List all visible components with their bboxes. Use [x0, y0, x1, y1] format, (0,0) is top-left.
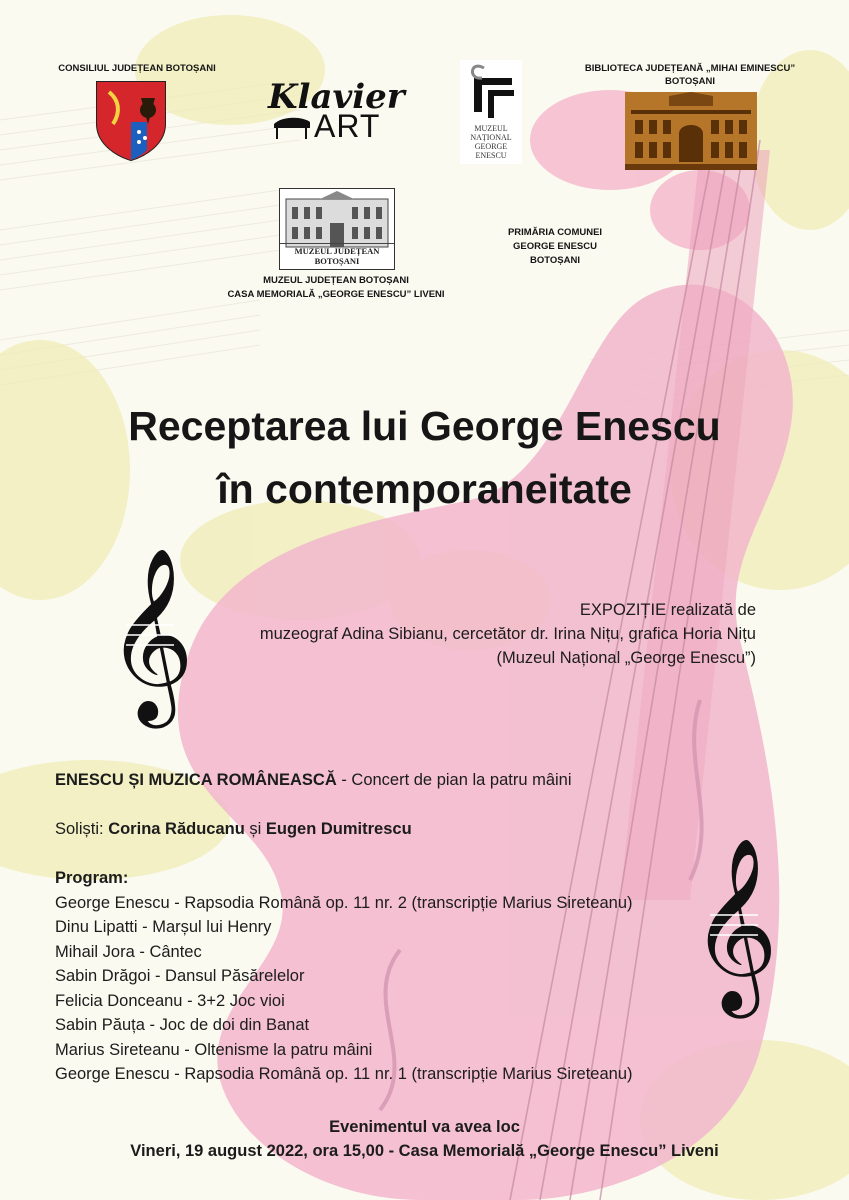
biblioteca-building-icon — [625, 92, 757, 170]
concert-heading — [55, 768, 755, 793]
soloist-1: Corina Răducanu — [108, 820, 245, 838]
muzeul-national-emblem-icon — [460, 60, 522, 122]
muzeul-national-logo-text: MUZEUL NAȚIONAL GEORGE ENESCU — [470, 124, 512, 160]
exhibition-line1: EXPOZIȚIE realizată de — [579, 601, 756, 619]
soloist-2: Eugen Dumitrescu — [265, 820, 412, 838]
program-section — [55, 866, 755, 1087]
event-info-line2: Vineri, 19 august 2022, ora 15,00 - Casa Memorială „George Enescu” Liveni — [130, 1142, 719, 1160]
program-item: Felicia Donceanu - 3+2 Joc vioi — [55, 991, 285, 1010]
muzeul-judetean-logo-caption: MUZEUL JUDEȚEAN BOTOȘANI — [280, 243, 394, 266]
biblioteca-label-line1: BIBLIOTECA JUDEȚEANĂ „MIHAI EMINESCU” — [584, 63, 796, 74]
primaria-label-line1: PRIMĂRIA COMUNEI — [507, 227, 603, 238]
grand-piano-icon — [272, 114, 312, 140]
concert-subtitle: - Concert de pian la patru mâini — [336, 771, 572, 789]
consiliu-judetean-label: CONSILIUL JUDEȚEAN BOTOȘANI — [58, 63, 216, 74]
soloists-conjunction: și — [244, 820, 266, 838]
biblioteca-label-line2: BOTOȘANI — [665, 76, 715, 87]
consiliu-judetean-crest-icon — [95, 80, 167, 162]
museum-building-icon — [280, 189, 394, 251]
klavier-logo-bottom-text: ART — [314, 108, 381, 144]
muzeul-national-logo — [460, 60, 522, 164]
program-item: Mihail Jora - Cântec — [55, 942, 202, 961]
program-item: George Enescu - Rapsodia Română op. 11 nr. 2 (transcripție Marius Sireteanu) — [55, 893, 633, 912]
soloists-label: Soliști: — [55, 820, 109, 838]
program-heading: Program: — [55, 869, 129, 887]
soloists-line — [55, 817, 755, 842]
program-item: Marius Sireteanu - Oltenisme la patru mâini — [55, 1040, 373, 1059]
muzeul-judetean-label-line1: MUZEUL JUDEȚEAN BOTOȘANI — [263, 275, 409, 286]
primaria-label-line3: BOTOȘANI — [530, 255, 580, 266]
exhibition-line3: (Muzeul Național „George Enescu”) — [496, 649, 756, 667]
program-item: Sabin Drăgoi - Dansul Păsărelelor — [55, 967, 305, 985]
klavier-art-logo — [268, 77, 405, 146]
muzeul-judetean-logo — [279, 188, 395, 270]
program-item: Dinu Lipatti - Marșul lui Henry — [55, 918, 272, 936]
program-item: George Enescu - Rapsodia Română op. 11 nr. 1 (transcripție Marius Sireteanu) — [55, 1065, 633, 1083]
event-info-line1: Evenimentul va avea loc — [329, 1118, 520, 1136]
svg-text:𝄞: 𝄞 — [105, 547, 195, 721]
exhibition-line2: muzeograf Adina Sibianu, cercetător dr. Irina Nițu, grafica Horia Nițu — [259, 625, 756, 643]
primaria-label-line2: GEORGE ENESCU — [513, 241, 597, 252]
muzeul-judetean-label-line2: CASA MEMORIALĂ „GEORGE ENESCU” LIVENI — [227, 289, 445, 300]
event-title-line2: în contemporaneitate — [217, 466, 632, 512]
concert-title: ENESCU ȘI MUZICA ROMÂNEASCĂ — [55, 771, 337, 789]
svg-text:𝄞: 𝄞 — [689, 837, 779, 1011]
event-title-line1: Receptarea lui George Enescu — [128, 403, 721, 449]
klavier-logo-top-text: Klavier — [268, 77, 405, 117]
program-item: Sabin Păuța - Joc de doi din Banat — [55, 1016, 310, 1034]
